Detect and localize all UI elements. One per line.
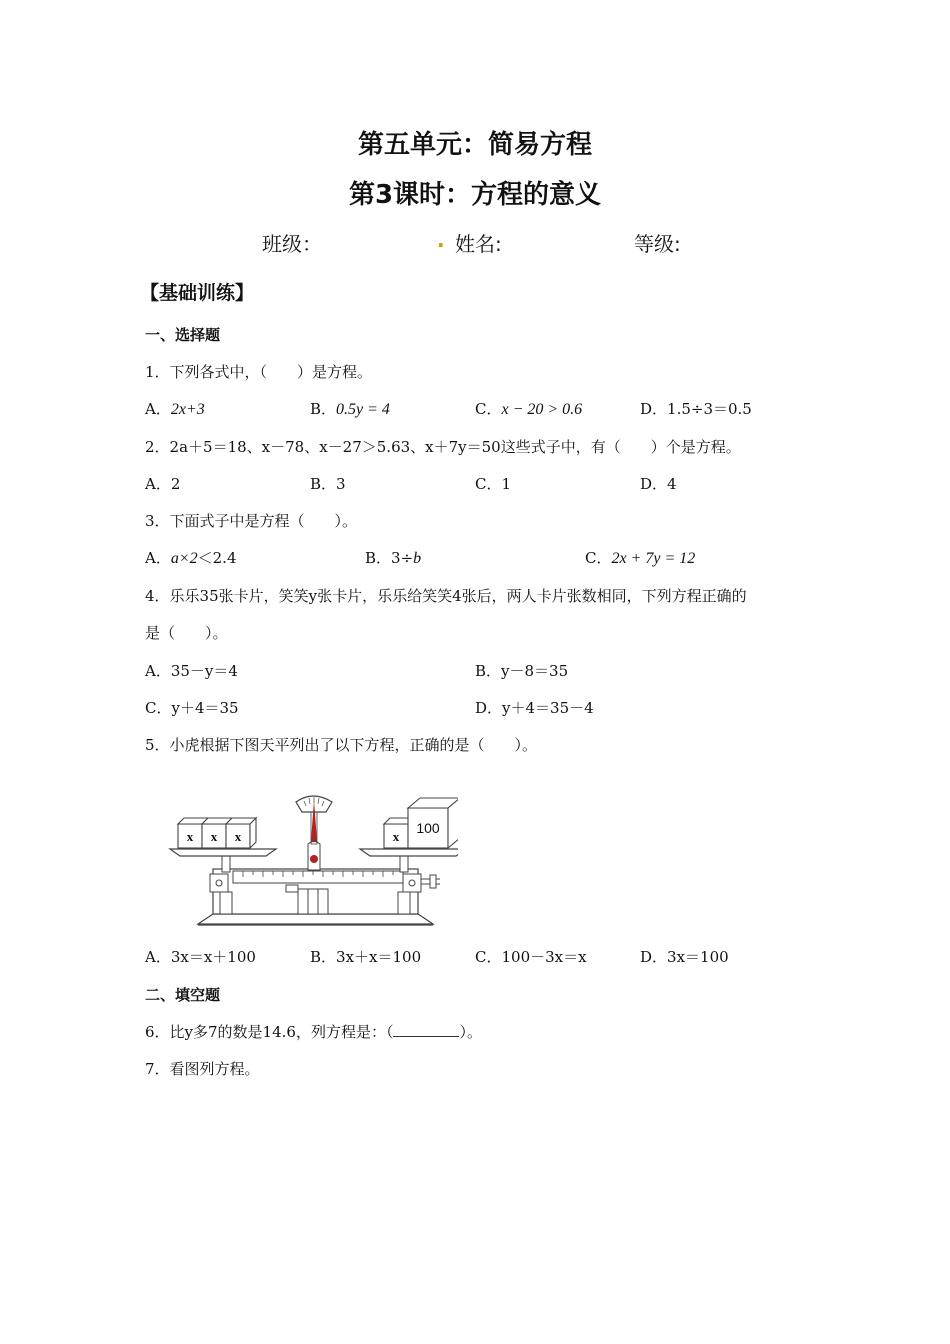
- q1-option-c-prefix: C．: [475, 400, 502, 418]
- separator-dot: .: [437, 228, 445, 252]
- grade-label: 等级:: [634, 232, 681, 256]
- q1-option-a-math: 2x+3: [170, 401, 205, 418]
- page-subtitle: 第3课时：方程的意义: [348, 180, 602, 210]
- left-box-2-label: x: [210, 829, 218, 844]
- q4-stem-line1: 4．乐乐35张卡片，笑笑y张卡片，乐乐给笑笑4张后，两人卡片张数相同，下列方程正确的: [145, 587, 747, 605]
- right-big-box-label: 100: [416, 820, 440, 836]
- q3-option-c-math: 2x + 7y = 12: [611, 550, 696, 567]
- q5-stem: 5．小虎根据下图天平列出了以下方程，正确的是（ ）。: [145, 736, 538, 754]
- section-basic-training: 【基础训练】: [140, 282, 255, 304]
- q6-text-after: ）。: [459, 1023, 482, 1041]
- left-box-3-label: x: [234, 829, 242, 844]
- q1-stem: 1．下列各式中，（ ）是方程。: [145, 363, 373, 381]
- q3-stem: 3．下面式子中是方程（ ）。: [145, 512, 358, 530]
- q1-option-a: [145, 398, 205, 419]
- q7: 7．看图列方程。: [145, 1060, 260, 1078]
- q2-option-b: B．3: [310, 475, 346, 493]
- q5-option-a: A．3x＝x＋100: [145, 948, 256, 966]
- left-box-1-label: x: [186, 829, 194, 844]
- q4-option-d: D．y＋4＝35－4: [475, 699, 594, 717]
- q5-option-d: D．3x＝100: [640, 948, 729, 966]
- q4-option-b: B．y－8＝35: [475, 662, 569, 680]
- q3-option-a: [145, 547, 237, 568]
- part2-heading: 二、填空题: [145, 986, 221, 1004]
- page-title: 第五单元：简易方程: [357, 130, 592, 160]
- balance-scale-figure: [168, 784, 458, 934]
- q6: [145, 1021, 482, 1042]
- q5-option-c: C．100－3x＝x: [475, 948, 587, 966]
- name-label: 姓名:: [455, 232, 502, 256]
- part1-heading: 一、选择题: [145, 326, 221, 344]
- left-pan: [170, 849, 276, 856]
- q3-option-b: [365, 547, 421, 568]
- q4-stem-line2: 是（ ）。: [145, 624, 228, 642]
- q1-option-d: D．1.5÷3＝0.5: [640, 400, 752, 418]
- right-small-box-label: x: [392, 829, 400, 844]
- q2-stem: 2．2a＋5＝18、x－78、x－27＞5.63、x＋7y＝50这些式子中，有（ ）个是方程。: [145, 438, 741, 456]
- q1-option-b-prefix: B．: [310, 400, 337, 418]
- q6-answer-blank[interactable]: [393, 1022, 459, 1037]
- q3-option-c-prefix: C．: [585, 549, 612, 567]
- q2-option-d: D．4: [640, 475, 677, 493]
- q4-option-c: C．y＋4＝35: [145, 699, 239, 717]
- scale-ruler: [233, 871, 403, 883]
- class-label: 班级：: [262, 232, 322, 256]
- q1-option-b: [310, 398, 390, 419]
- right-pan: [360, 849, 458, 856]
- q1-option-c: [475, 398, 582, 419]
- q5-option-b: B．3x＋x＝100: [310, 948, 422, 966]
- q3-option-b-prefix: B．3÷: [365, 549, 414, 567]
- q6-text-before: 6．比y多7的数是14.6，列方程是：（: [145, 1023, 394, 1041]
- q3-option-a-tail: ＜2.4: [197, 549, 237, 567]
- scale-base: [198, 914, 433, 924]
- q2-option-a: A．2: [145, 475, 181, 493]
- q1-option-c-math: x − 20 > 0.6: [501, 401, 583, 418]
- q3-option-a-math: a×2: [170, 550, 198, 567]
- q3-option-a-prefix: A．: [145, 549, 171, 567]
- q3-option-c: [585, 547, 695, 568]
- q2-option-c: C．1: [475, 475, 512, 493]
- q1-option-b-math: 0.5y = 4: [336, 401, 390, 418]
- q1-option-a-prefix: A．: [145, 400, 171, 418]
- q4-option-a: A．35－y＝4: [145, 662, 238, 680]
- q3-option-b-math: b: [413, 550, 422, 567]
